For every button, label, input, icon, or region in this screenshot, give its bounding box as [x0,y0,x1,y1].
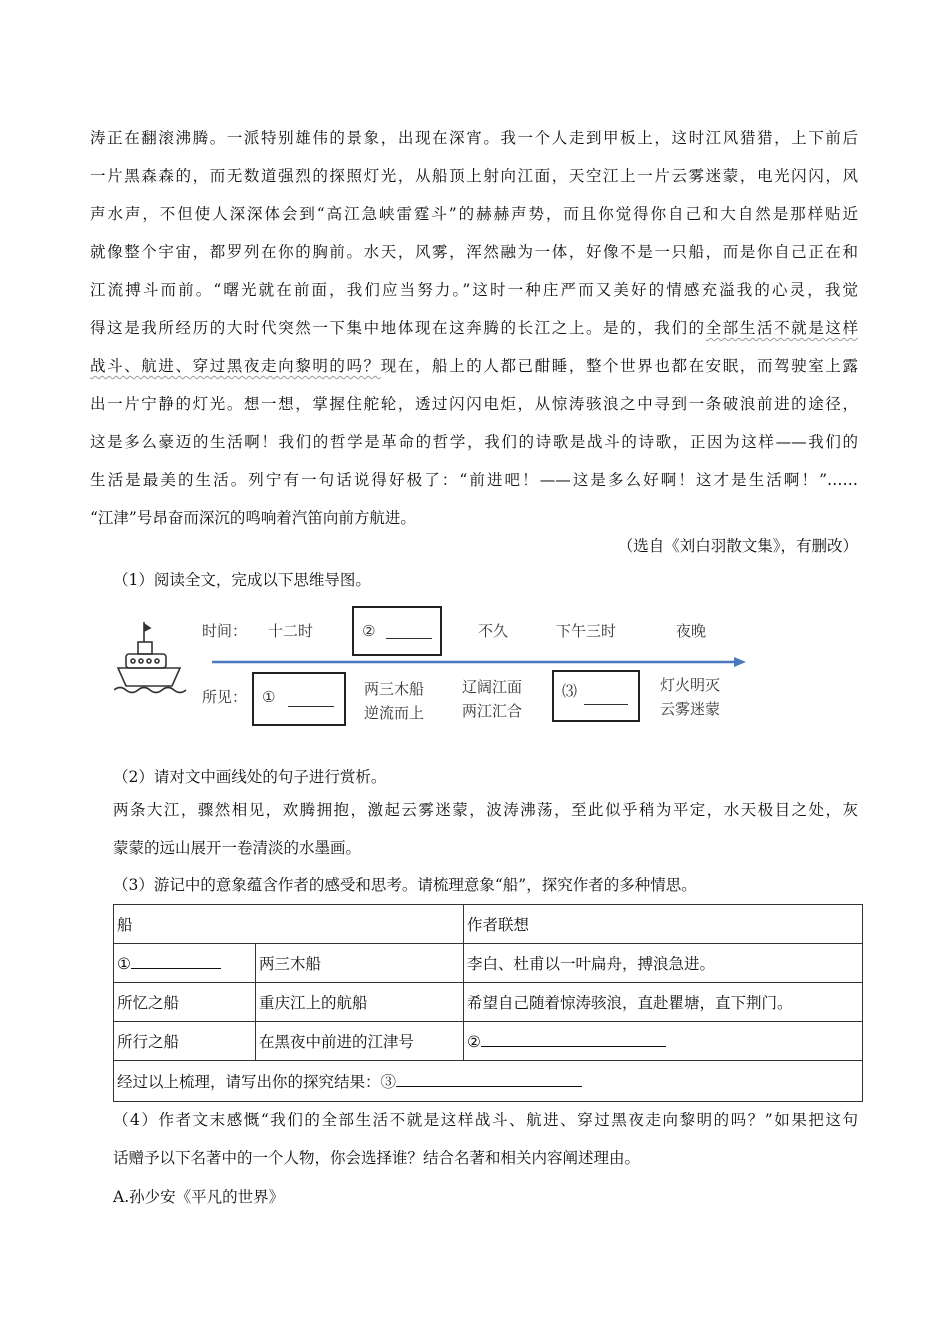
time-node: 下午三时 [556,622,617,640]
passage-line [90,318,858,338]
passage-line: “江津”号昂奋而深沉的鸣响着汽笛向前方航进。 [90,509,416,527]
passage-line: 涛正在翻滚沸腾。一派特别雄伟的景象，出现在深宵。我一个人走到甲板上，这时江风猎猎，上下前后 [90,129,858,147]
table-header-row [114,905,863,944]
ship-table [113,904,863,1102]
table-cell: 重庆江上的航船 [256,983,464,1022]
boat-icon [114,620,196,700]
table-cell: 李白、杜甫以一叶扁舟，搏浪急进。 [464,944,863,983]
underlined-sentence: 战斗、航进、穿过黑夜走向黎明的吗？ [90,357,381,375]
footer-text: 经过以上梳理，请写出你的探究结果：③ [117,1073,397,1091]
underlined-sentence: 全部生活不就是这样 [705,319,858,337]
q1-prompt: （1）阅读全文，完成以下思维导图。 [113,571,371,589]
passage-line: 声水声，不但使人深深体会到“高江急峡雷霆斗”的赫赫声势，而且你觉得你自己和大自然是那样贴近 [90,205,858,223]
q2-text-line: 蒙蒙的远山展开一卷清淡的水墨画。 [113,839,362,857]
answer-cell-3[interactable] [114,1061,863,1102]
header-cell: 作者联想 [464,905,863,944]
seen-node: 两三木船 [364,680,425,698]
table-cell: 两三木船 [256,944,464,983]
passage-text: 现在，船上的人都已酣睡，整个世界也都在安眠，而驾驶室上露 [380,357,858,375]
seen-node: 云雾迷蒙 [660,700,721,718]
blank-marker: ② [467,1032,481,1051]
table-row [114,983,863,1022]
header-cell: 船 [114,905,464,944]
answer-line [584,704,628,705]
q3-prompt: （3）游记中的意象蕴含作者的感受和思考。请梳理意象“船”，探究作者的多种情思。 [113,876,697,894]
passage-line [90,356,858,376]
seen-node: 两江汇合 [462,702,523,720]
table-cell: 所忆之船 [114,983,256,1022]
blank-box-1[interactable] [252,672,346,726]
option-a: A.孙少安《平凡的世界》 [113,1188,285,1206]
passage-line: 就像整个宇宙，都罗列在你的胸前。水天，风雾，浑然融为一体，好像不是一只船，而是你自己正在和 [90,243,858,261]
time-label: 时间： [202,622,248,640]
seen-node: 逆流而上 [364,704,425,722]
blank-marker: ⑶ [562,682,578,700]
passage-line: 一片黑森森的，而无数道强烈的探照灯光，从船顶上射向江面，天空江上一片云雾迷蒙，电光闪闪，风 [90,167,858,185]
seen-node: 辽阔江面 [462,678,523,696]
time-node: 十二时 [268,622,314,640]
answer-line [396,1072,582,1087]
passage-line: 这是多么豪迈的生活啊！我们的哲学是革命的哲学，我们的诗歌是战斗的诗歌，正因为这样——我们的 [90,433,858,451]
time-node: 不久 [478,622,509,640]
blank-marker: ① [117,954,131,973]
answer-line [131,954,221,969]
q2-text-line: 两条大江，骤然相见，欢腾拥抱，激起云雾迷蒙，波涛沸荡，至此似乎稍为平定，水天极目之处，灰 [113,801,858,819]
answer-cell-2[interactable] [464,1022,863,1061]
q2-prompt: （2）请对文中画线处的句子进行赏析。 [113,768,387,786]
passage-line: 生活是最美的生活。列宁有一句话说得好极了：“前进吧！——这是多么好啊！这才是生活啊！”…… [90,471,858,489]
time-node: 夜晚 [676,622,707,640]
q4-text-line: （4）作者文末感慨“我们的全部生活不就是这样战斗、航进、穿过黑夜走向黎明的吗？”如果把这句 [113,1111,858,1129]
table-footer-row [114,1061,863,1102]
passage-text: 得这是我所经历的大时代突然一下集中地体现在这奔腾的长江之上。是的，我们的 [90,319,706,337]
blank-marker: ① [262,688,276,706]
table-row [114,944,863,983]
answer-line [386,638,432,639]
mind-map-diagram [110,600,750,732]
table-cell: 所行之船 [114,1022,256,1061]
blank-marker: ② [362,622,376,640]
table-cell: 在黑夜中前进的江津号 [256,1022,464,1061]
seen-node: 灯火明灭 [660,676,721,694]
answer-line [288,706,334,707]
source-citation: （选自《刘白羽散文集》，有删改） [617,537,858,555]
q4-text-line: 话赠予以下名著中的一个人物，你会选择谁？结合名著和相关内容阐述理由。 [113,1149,641,1167]
table-row [114,1022,863,1061]
table-cell: 希望自己随着惊涛骇浪，直赴瞿塘，直下荆门。 [464,983,863,1022]
answer-line [481,1032,666,1047]
timeline-arrow [212,656,746,668]
passage-line: 出一片宁静的灯光。想一想，掌握住舵轮，透过闪闪电炬，从惊涛骇浪之中寻到一条破浪前进的途径， [90,395,858,413]
blank-box-2[interactable] [352,606,442,656]
seen-label: 所见： [202,688,248,706]
blank-box-3[interactable] [552,670,640,722]
answer-cell-1[interactable] [114,944,256,983]
passage-line: 江流搏斗而前。“曙光就在前面，我们应当努力。”这时一种庄严而又美好的情感充溢我的心灵，我觉 [90,281,858,299]
